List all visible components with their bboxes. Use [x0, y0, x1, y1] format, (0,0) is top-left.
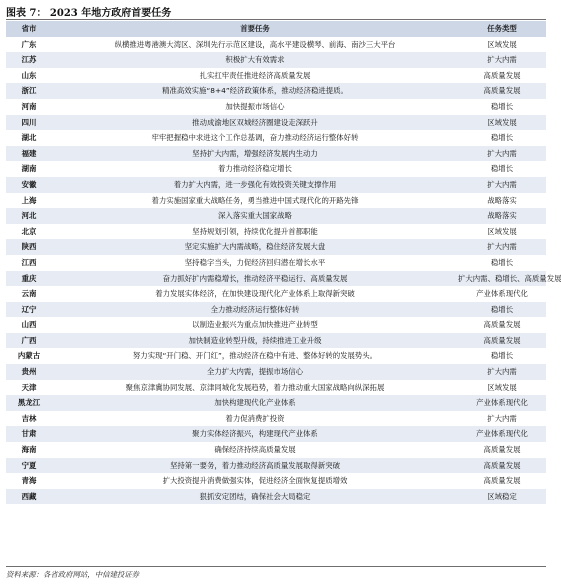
table-row — [6, 302, 546, 318]
cell-task: 努力实现“开门稳、开门红”，推动经济在稳中有进、整体好转的发展势头。 — [52, 348, 458, 364]
source-note: 资料来源：各省政府网站，中信建投证券 — [6, 570, 140, 579]
table-row — [6, 255, 546, 271]
cell-task: 着力促消费扩投资 — [52, 411, 458, 427]
cell-type: 战略落实 — [458, 208, 546, 224]
cell-type: 产业体系现代化 — [458, 426, 546, 442]
bottom-rule — [6, 566, 546, 567]
table-row — [6, 380, 546, 396]
table-row — [6, 271, 546, 287]
cell-type: 高质量发展 — [458, 473, 546, 489]
cell-province: 吉林 — [6, 411, 52, 427]
cell-task: 扩大投资提升消费做强实体，促进经济全面恢复提质增效 — [52, 473, 458, 489]
table-row — [6, 239, 546, 255]
cell-type: 区域稳定 — [458, 489, 546, 505]
cell-type: 高质量发展 — [458, 83, 546, 99]
cell-province: 上海 — [6, 193, 52, 209]
header-task: 首要任务 — [52, 21, 458, 37]
table-row — [6, 146, 546, 162]
cell-province: 河南 — [6, 99, 52, 115]
cell-type: 扩大内需、稳增长、高质量发展 — [458, 271, 546, 287]
table-row — [6, 411, 546, 427]
cell-task: 精准高效实施“8+4”经济政策体系，推动经济稳进提质。 — [52, 83, 458, 99]
cell-province: 重庆 — [6, 271, 52, 287]
cell-type: 高质量发展 — [458, 442, 546, 458]
cell-type: 稳增长 — [458, 348, 546, 364]
cell-task: 着力推动经济稳定增长 — [52, 161, 458, 177]
table-row — [6, 99, 546, 115]
cell-province: 浙江 — [6, 83, 52, 99]
header-province: 省市 — [6, 21, 52, 37]
cell-province: 海南 — [6, 442, 52, 458]
cell-task: 推动成渝地区双城经济圈建设走深跃升 — [52, 115, 458, 131]
cell-type: 高质量发展 — [458, 333, 546, 349]
table-row — [6, 224, 546, 240]
table-row — [6, 83, 546, 99]
table-row — [6, 193, 546, 209]
cell-type: 扩大内需 — [458, 411, 546, 427]
cell-province: 广东 — [6, 37, 52, 53]
cell-province: 江苏 — [6, 52, 52, 68]
cell-type: 产业体系现代化 — [458, 395, 546, 411]
cell-province: 宁夏 — [6, 458, 52, 474]
cell-task: 全力扩大内需，提振市场信心 — [52, 364, 458, 380]
cell-task: 聚力实体经济振兴，构建现代产业体系 — [52, 426, 458, 442]
cell-task: 着力扩大内需，进一步强化有效投资关键支撑作用 — [52, 177, 458, 193]
table-row — [6, 458, 546, 474]
table-row — [6, 286, 546, 302]
cell-task: 着力实施国家重大战略任务，勇当推进中国式现代化的开路先锋 — [52, 193, 458, 209]
cell-type: 扩大内需 — [458, 239, 546, 255]
table-row — [6, 348, 546, 364]
cell-type: 扩大内需 — [458, 177, 546, 193]
cell-type: 区域发展 — [458, 37, 546, 53]
cell-type: 高质量发展 — [458, 68, 546, 84]
table-body — [6, 37, 561, 505]
table-row — [6, 473, 546, 489]
cell-task: 深入落实重大国家战略 — [52, 208, 458, 224]
cell-task: 聚焦京津冀协同发展、京津同城化发展趋势，着力推动重大国家战略向纵深拓展 — [52, 380, 458, 396]
table-row — [6, 68, 546, 84]
table-row — [6, 364, 546, 380]
cell-task: 奋力抓好扩内需稳增长，推动经济平稳运行、高质量发展 — [52, 271, 458, 287]
cell-province: 贵州 — [6, 364, 52, 380]
tasks-table — [6, 21, 561, 504]
cell-task: 着力发展实体经济，在加快建设现代化产业体系上取得新突破 — [52, 286, 458, 302]
cell-province: 湖北 — [6, 130, 52, 146]
top-rule — [6, 19, 546, 20]
table-row — [6, 208, 546, 224]
table-row — [6, 426, 546, 442]
table-row — [6, 161, 546, 177]
cell-province: 黑龙江 — [6, 395, 52, 411]
cell-task: 确保经济持续高质量发展 — [52, 442, 458, 458]
cell-type: 战略落实 — [458, 193, 546, 209]
cell-type: 扩大内需 — [458, 146, 546, 162]
cell-task: 坚持稳字当头，力促经济回归潜在增长水平 — [52, 255, 458, 271]
cell-task: 坚持扩大内需，增强经济发展内生动力 — [52, 146, 458, 162]
cell-province: 河北 — [6, 208, 52, 224]
cell-type: 扩大内需 — [458, 52, 546, 68]
cell-task: 扎实扛牢责任推进经济高质量发展 — [52, 68, 458, 84]
cell-type: 产业体系现代化 — [458, 286, 546, 302]
cell-province: 四川 — [6, 115, 52, 131]
cell-type: 稳增长 — [458, 255, 546, 271]
cell-task: 牢牢把握稳中求进这个工作总基调，奋力推动经济运行整体好转 — [52, 130, 458, 146]
cell-type: 高质量发展 — [458, 458, 546, 474]
cell-task: 狠抓安定团结，确保社会大局稳定 — [52, 489, 458, 505]
cell-task: 加快制造业转型升级，持续推进工业升级 — [52, 333, 458, 349]
table-row — [6, 130, 546, 146]
cell-province: 福建 — [6, 146, 52, 162]
cell-type: 高质量发展 — [458, 317, 546, 333]
cell-province: 江西 — [6, 255, 52, 271]
cell-province: 湖南 — [6, 161, 52, 177]
table-row — [6, 395, 546, 411]
cell-type: 稳增长 — [458, 99, 546, 115]
cell-province: 甘肃 — [6, 426, 52, 442]
cell-task: 坚定实施扩大内需战略，稳住经济发展大盘 — [52, 239, 458, 255]
table-row — [6, 37, 546, 53]
cell-task: 加快构建现代化产业体系 — [52, 395, 458, 411]
cell-task: 全力推动经济运行整体好转 — [52, 302, 458, 318]
cell-province: 内蒙古 — [6, 348, 52, 364]
cell-task: 加快提振市场信心 — [52, 99, 458, 115]
cell-province: 云南 — [6, 286, 52, 302]
cell-type: 区域发展 — [458, 380, 546, 396]
table-row — [6, 489, 546, 505]
table-row — [6, 317, 546, 333]
cell-type: 区域发展 — [458, 115, 546, 131]
cell-type: 稳增长 — [458, 302, 546, 318]
cell-province: 北京 — [6, 224, 52, 240]
cell-province: 陕西 — [6, 239, 52, 255]
figure-title: 图表 7： 2023 年地方政府首要任务 — [6, 8, 172, 19]
cell-task: 坚持规划引领，持续优化提升首都职能 — [52, 224, 458, 240]
cell-province: 广西 — [6, 333, 52, 349]
cell-task: 坚持第一要务，着力推动经济高质量发展取得新突破 — [52, 458, 458, 474]
cell-province: 西藏 — [6, 489, 52, 505]
table-header-row — [6, 21, 546, 37]
cell-type: 稳增长 — [458, 130, 546, 146]
cell-type: 扩大内需 — [458, 364, 546, 380]
cell-province: 安徽 — [6, 177, 52, 193]
cell-task: 以制造业振兴为重点加快推进产业转型 — [52, 317, 458, 333]
table-row — [6, 333, 546, 349]
cell-province: 山东 — [6, 68, 52, 84]
cell-province: 辽宁 — [6, 302, 52, 318]
cell-task: 纵横推进粤港澳大湾区、深圳先行示范区建设，高水平建设横琴、前海、南沙三大平台 — [52, 37, 458, 53]
table-row — [6, 115, 546, 131]
table-row — [6, 52, 546, 68]
cell-type: 区域发展 — [458, 224, 546, 240]
cell-type: 稳增长 — [458, 161, 546, 177]
cell-task: 积极扩大有效需求 — [52, 52, 458, 68]
table-row — [6, 442, 546, 458]
cell-province: 青海 — [6, 473, 52, 489]
table-row — [6, 177, 546, 193]
header-type: 任务类型 — [458, 21, 546, 37]
cell-province: 天津 — [6, 380, 52, 396]
cell-province: 山西 — [6, 317, 52, 333]
